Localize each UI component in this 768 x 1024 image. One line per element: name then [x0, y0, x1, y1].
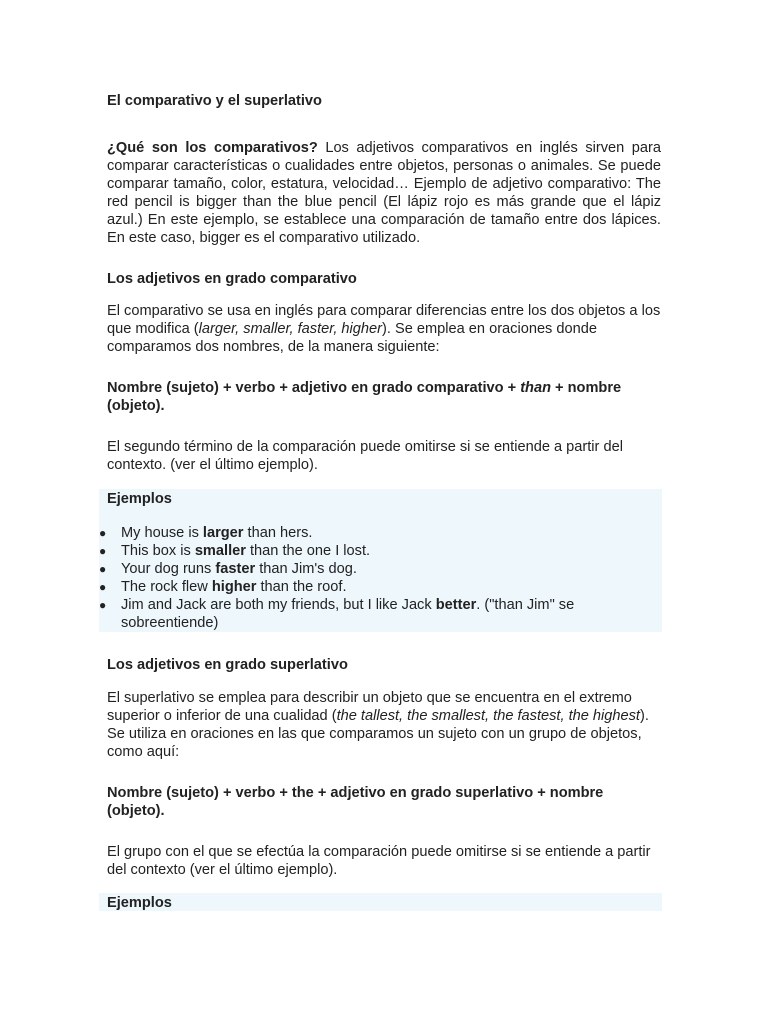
superlative-examples-heading: Ejemplos [107, 895, 172, 911]
example-adjective: smaller [194, 543, 246, 559]
comparative-formula-end: + nombre (objeto). [107, 380, 622, 414]
superlative-heading: Los adjetivos en grado superlativo [107, 657, 348, 673]
list-item [99, 524, 661, 542]
list-item [99, 578, 661, 596]
comparative-examples-heading: Ejemplos [107, 491, 172, 507]
example-text: than hers. [243, 525, 313, 541]
example-adjective: higher [211, 579, 257, 595]
bullet-icon: ● [99, 544, 107, 558]
bullet-icon: ● [99, 562, 107, 576]
intro-text: Los adjetivos comparativos en inglés sirven para comparar características o cualidades entre objetos, personas o animales. Se puede comparar tamaño, color, estatura, velocidad… Ejemplo de adjetivo comparativo: The red pencil is bigger than the blue pencil (El lápiz rojo es más grande que el lápiz azul.) En este ejemplo, se establece una comparación de tamaño entre dos lápices. En este caso, bigger es el comparativo utilizado. [107, 140, 662, 246]
page-title: El comparativo y el superlativo [107, 93, 322, 109]
comparative-text-end: ). Se emplea en oraciones donde comparamos dos nombres, de la manera siguiente: [107, 321, 597, 355]
superlative-paragraph [107, 689, 661, 761]
comparative-formula-start: Nombre (sujeto) + verbo + adjetivo en grado comparativo + [107, 380, 521, 396]
comparative-text-start: El comparativo se usa en inglés para comparar diferencias entre los dos objetos a los que modifica ( [107, 303, 661, 337]
comparative-examples-inline: larger, smaller, faster, higher [198, 321, 382, 337]
example-text: The rock flew [121, 579, 212, 595]
superlative-examples-inline: the tallest, the smallest, the fastest, the highest [336, 708, 640, 724]
comparative-paragraph [107, 302, 661, 356]
comparative-omission-paragraph: El segundo término de la comparación puede omitirse si se entiende a partir del contexto. (ver el último ejemplo). [107, 439, 623, 473]
list-item [99, 596, 661, 632]
example-adjective: faster [215, 561, 256, 577]
example-text: My house is [121, 525, 203, 541]
example-text: This box is [121, 543, 195, 559]
example-text: than Jim's dog. [255, 561, 357, 577]
comparative-heading: Los adjetivos en grado comparativo [107, 271, 357, 287]
example-adjective: larger [202, 525, 244, 541]
bullet-icon: ● [99, 598, 107, 612]
superlative-text-start: El superlativo se emplea para describir un objeto que se encuentra en el extremo superior o inferior de una cualidad ( [107, 690, 632, 724]
superlative-omission-paragraph: El grupo con el que se efectúa la comparación puede omitirse si se entiende a partir del contexto (ver el último ejemplo). [107, 844, 651, 878]
example-text: . ("than Jim" se sobreentiende) [121, 597, 575, 631]
comparative-formula-than: than [520, 380, 551, 396]
superlative-text-end: ). Se utiliza en oraciones en las que comparamos un sujeto con un grupo de objetos, como aquí: [107, 708, 649, 760]
intro-question: ¿Qué son los comparativos? [107, 140, 318, 156]
superlative-formula: Nombre (sujeto) + verbo + the + adjetivo en grado superlativo + nombre (objeto). [107, 785, 604, 819]
example-text: Your dog runs [121, 561, 216, 577]
comparative-formula [107, 379, 661, 415]
example-text: than the roof. [256, 579, 347, 595]
example-text: than the one I lost. [245, 543, 371, 559]
example-text: Jim and Jack are both my friends, but I like Jack [121, 597, 436, 613]
bullet-icon: ● [99, 580, 107, 594]
list-item [99, 542, 661, 560]
intro-paragraph [107, 139, 661, 247]
bullet-icon: ● [99, 526, 107, 540]
comparative-examples-list [99, 524, 661, 632]
list-item [99, 560, 661, 578]
example-adjective: better [435, 597, 477, 613]
